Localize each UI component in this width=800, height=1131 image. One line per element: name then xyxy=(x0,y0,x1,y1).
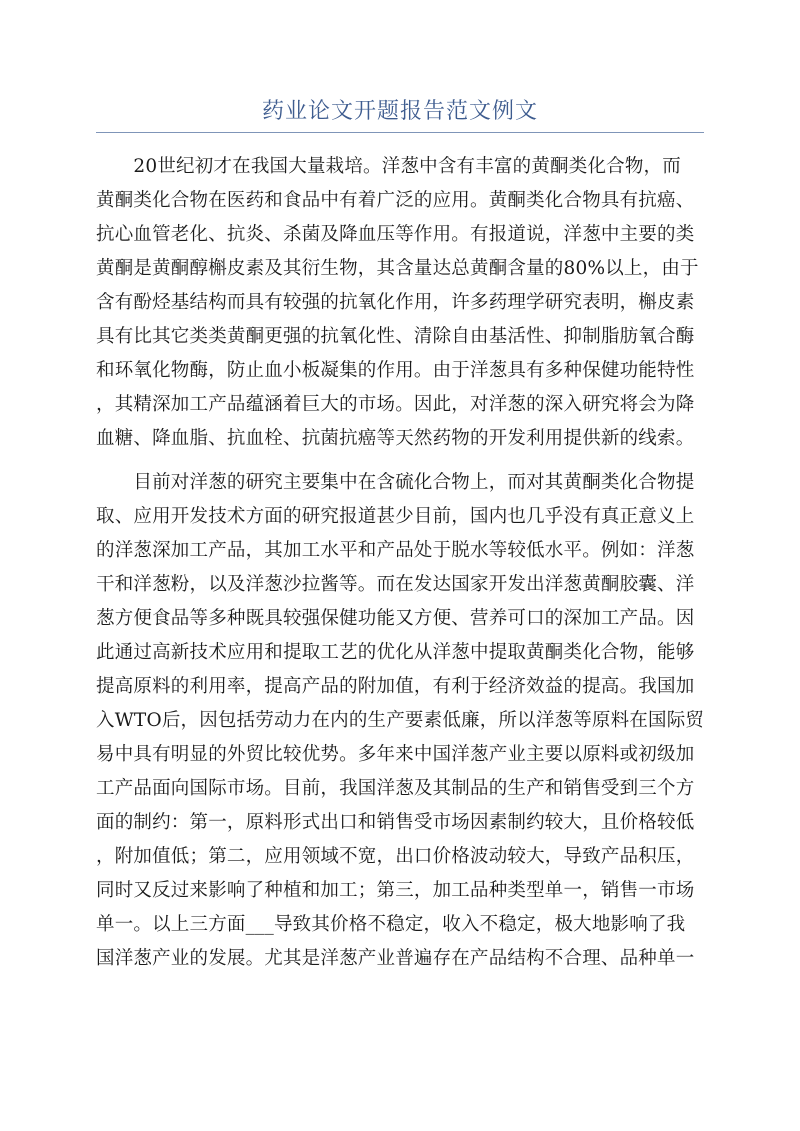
paragraph-line: 具有比其它类类黄酮更强的抗氧化性、清除自由基活性、抑制脂肪氧合酶 xyxy=(96,326,695,347)
paragraph-line: ，附加值低；第二，应用领域不宽，出口价格波动较大，导致产品积压， xyxy=(96,846,695,867)
paragraph-1 xyxy=(96,150,704,456)
title-divider xyxy=(96,132,704,133)
paragraph-line: 此通过高新技术应用和提取工艺的优化从洋葱中提取黄酮类化合物，能够 xyxy=(96,642,695,663)
paragraph-line: 工产品面向国际市场。目前，我国洋葱及其制品的生产和销售受到三个方 xyxy=(96,778,695,799)
paragraph-line: 同时又反过来影响了种植和加工；第三，加工品种类型单一，销售一市场 xyxy=(96,880,695,901)
paragraph-line: 国洋葱产业的发展。尤其是洋葱产业普遍存在产品结构不合理、品种单一 xyxy=(96,948,695,969)
paragraph-line: 抗心血管老化、抗炎、杀菌及降血压等作用。有报道说，洋葱中主要的类 xyxy=(96,224,695,245)
paragraph-line: 入WTO后，因包括劳动力在内的生产要素低廉，所以洋葱等原料在国际贸 xyxy=(96,710,704,731)
paragraph-line: ，其精深加工产品蕴涵着巨大的市场。因此，对洋葱的深入研究将会为降 xyxy=(96,394,695,415)
paragraph-2 xyxy=(96,466,704,976)
paragraph-line: 提高原料的利用率，提高产品的附加值，有利于经济效益的提高。我国加 xyxy=(96,676,695,697)
paragraph-line: 黄酮是黄酮醇槲皮素及其衍生物，其含量达总黄酮含量的80%以上，由于 xyxy=(96,258,699,279)
paragraph-line: 和环氧化物酶，防止血小板凝集的作用。由于洋葱具有多种保健功能特性 xyxy=(96,360,695,381)
document-title: 药业论文开题报告范文例文 xyxy=(261,99,538,124)
paragraph-line: 取、应用开发技术方面的研究报道甚少目前，国内也几乎没有真正意义上 xyxy=(96,506,695,527)
paragraph-line: 含有酚烃基结构而具有较强的抗氧化作用，许多药理学研究表明，槲皮素 xyxy=(96,292,695,313)
document-body xyxy=(96,150,704,976)
paragraph-line: 黄酮类化合物在医药和食品中有着广泛的应用。黄酮类化合物具有抗癌、 xyxy=(96,190,695,211)
paragraph-line: 单一。以上三方面___导致其价格不稳定，收入不稳定，极大地影响了我 xyxy=(96,914,686,935)
paragraph-line: 葱方便食品等多种既具较强保健功能又方便、营养可口的深加工产品。因 xyxy=(96,608,695,629)
paragraph-line: 的洋葱深加工产品，其加工水平和产品处于脱水等较低水平。例如：洋葱 xyxy=(96,540,695,561)
paragraph-line: 干和洋葱粉，以及洋葱沙拉酱等。而在发达国家开发出洋葱黄酮胶囊、洋 xyxy=(96,574,695,595)
paragraph-line: 易中具有明显的外贸比较优势。多年来中国洋葱产业主要以原料或初级加 xyxy=(96,744,695,765)
paragraph-line: 血糖、降血脂、抗血栓、抗菌抗癌等天然药物的开发利用提供新的线索。 xyxy=(96,428,695,449)
paragraph-gap xyxy=(96,456,704,466)
paragraph-line: 20世纪初才在我国大量栽培。洋葱中含有丰富的黄酮类化合物，而 xyxy=(96,156,681,177)
paragraph-line: 面的制约：第一，原料形式出口和销售受市场因素制约较大，且价格较低 xyxy=(96,812,695,833)
paragraph-line: 目前对洋葱的研究主要集中在含硫化合物上，而对其黄酮类化合物提 xyxy=(96,472,695,493)
